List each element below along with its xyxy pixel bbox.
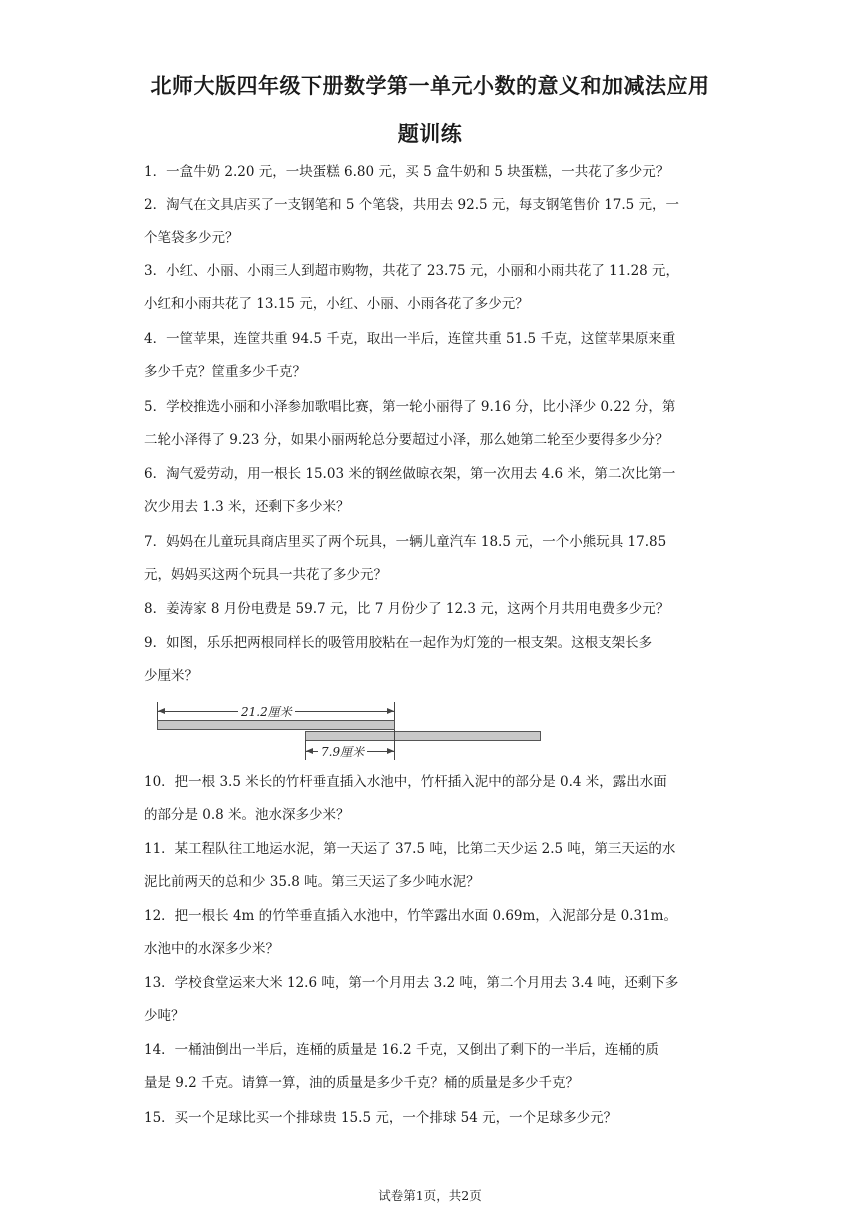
question-14 — [144, 1034, 720, 1100]
question-15-line-1: 15．买一个足球比买一个排球贵 15.5 元，一个排球 54 元，一个足球多少元？ — [144, 1110, 618, 1126]
question-6-line-1: 6．淘气爱劳动，用一根长 15.03 米的钢丝做晾衣架，第一次用去 4.6 米，第二次比第一 — [144, 466, 676, 482]
page-footer: 试卷第1页，共2页 — [378, 1188, 482, 1203]
question-14-line-1: 14．一桶油倒出一半后，连桶的质量是 16.2 千克，又倒出了剩下的一半后，连桶的质 — [144, 1042, 659, 1058]
question-12-line-2: 水池中的水深多少米？ — [144, 941, 279, 957]
question-11-line-2: 泥比前两天的总和少 35.8 吨。第三天运了多少吨水泥？ — [144, 874, 480, 890]
question-4 — [144, 323, 720, 389]
question-5-line-1: 5．学校推选小丽和小泽参加歌唱比赛，第一轮小丽得了 9.16 分，比小泽少 0.22 分，第 — [144, 399, 676, 415]
question-11-line-1: 11．某工程队往工地运水泥，第一天运了 37.5 吨，比第二天少运 2.5 吨，第三天运的水 — [144, 841, 676, 857]
question-4-line-1: 4．一筐苹果，连筐共重 94.5 千克，取出一半后，连筐共重 51.5 千克，这筐苹果原来重 — [144, 331, 676, 347]
question-15 — [144, 1102, 720, 1135]
question-9-line-2: 少厘米？ — [144, 668, 198, 684]
question-10-line-2: 的部分是 0.8 米。池水深多少米？ — [144, 807, 350, 823]
dim-bottom-left-arrow — [306, 748, 313, 754]
straw-top — [157, 720, 395, 730]
question-8-line-1: 8．姜涛家 8 月份电费是 59.7 元，比 7 月份少了 12.3 元，这两个月共用电费多少元？ — [144, 601, 670, 617]
question-7-line-1: 7．妈妈在儿童玩具商店里买了两个玩具，一辆儿童汽车 18.5 元，一个小熊玩具 17.85 — [144, 534, 667, 550]
question-9 — [144, 627, 720, 693]
dim-top-left-arrow — [158, 708, 165, 714]
question-6 — [144, 458, 720, 524]
question-4-line-2: 多少千克？筐重多少千克？ — [144, 364, 306, 380]
question-1 — [144, 156, 720, 189]
dim-top-right-arrow — [387, 708, 394, 714]
straw-bottom — [305, 731, 541, 741]
question-3-line-2: 小红和小雨共花了 13.15 元，小红、小丽、小雨各花了多少元？ — [144, 296, 529, 312]
question-7 — [144, 526, 720, 592]
dim-bottom-right-arrow — [387, 748, 394, 754]
question-13-line-1: 13．学校食堂运来大米 12.6 吨，第一个月用去 3.2 吨，第二个月用去 3.4 吨，还剩下多 — [144, 975, 679, 991]
question-10-line-1: 10．把一根 3.5 米长的竹杆垂直插入水池中，竹杆插入泥中的部分是 0.4 米，露出水面 — [144, 774, 667, 790]
question-8 — [144, 593, 720, 626]
dim-top-label: 21.2厘米 — [238, 703, 295, 720]
question-6-line-2: 次少用去 1.3 米，还剩下多少米？ — [144, 499, 350, 515]
question-10 — [144, 766, 720, 832]
question-2 — [144, 189, 720, 255]
question-3 — [144, 255, 720, 321]
page-title-line-1: 北师大版四年级下册数学第一单元小数的意义和加减法应用 — [150, 74, 710, 98]
question-5 — [144, 391, 720, 457]
question-2-line-1: 2．淘气在文具店买了一支钢笔和 5 个笔袋，共用去 92.5 元，每支钢笔售价 17.5 元，一 — [144, 197, 680, 213]
question-13 — [144, 967, 720, 1033]
dim-bottom-label: 7.9厘米 — [318, 743, 367, 760]
question-13-line-2: 少吨？ — [144, 1008, 185, 1024]
dim-bottom-right-tick — [394, 730, 395, 760]
question-1-line-1: 1．一盒牛奶 2.20 元，一块蛋糕 6.80 元，买 5 盒牛奶和 5 块蛋糕，一共花了多少元？ — [144, 164, 670, 180]
question-2-line-2: 个笔袋多少元？ — [144, 230, 239, 246]
question-9-line-1: 9．如图，乐乐把两根同样长的吸管用胶粘在一起作为灯笼的一根支架。这根支架长多 — [144, 635, 653, 651]
straw-diagram — [150, 700, 550, 764]
question-12-line-1: 12．把一根长 4m 的竹竿垂直插入水池中，竹竿露出水面 0.69m，入泥部分是 0.31m。 — [144, 908, 677, 924]
question-12 — [144, 900, 720, 966]
question-11 — [144, 833, 720, 899]
question-3-line-1: 3．小红、小丽、小雨三人到超市购物，共花了 23.75 元，小丽和小雨共花了 11.28 元， — [144, 263, 680, 279]
dim-top-right-tick — [394, 702, 395, 720]
question-14-line-2: 量是 9.2 千克。请算一算，油的质量是多少千克？桶的质量是多少千克？ — [144, 1075, 580, 1091]
page-title-line-2: 题训练 — [397, 122, 463, 146]
question-5-line-2: 二轮小泽得了 9.23 分，如果小丽两轮总分要超过小泽，那么她第二轮至少要得多少分？ — [144, 432, 669, 448]
question-7-line-2: 元，妈妈买这两个玩具一共花了多少元？ — [144, 567, 387, 583]
